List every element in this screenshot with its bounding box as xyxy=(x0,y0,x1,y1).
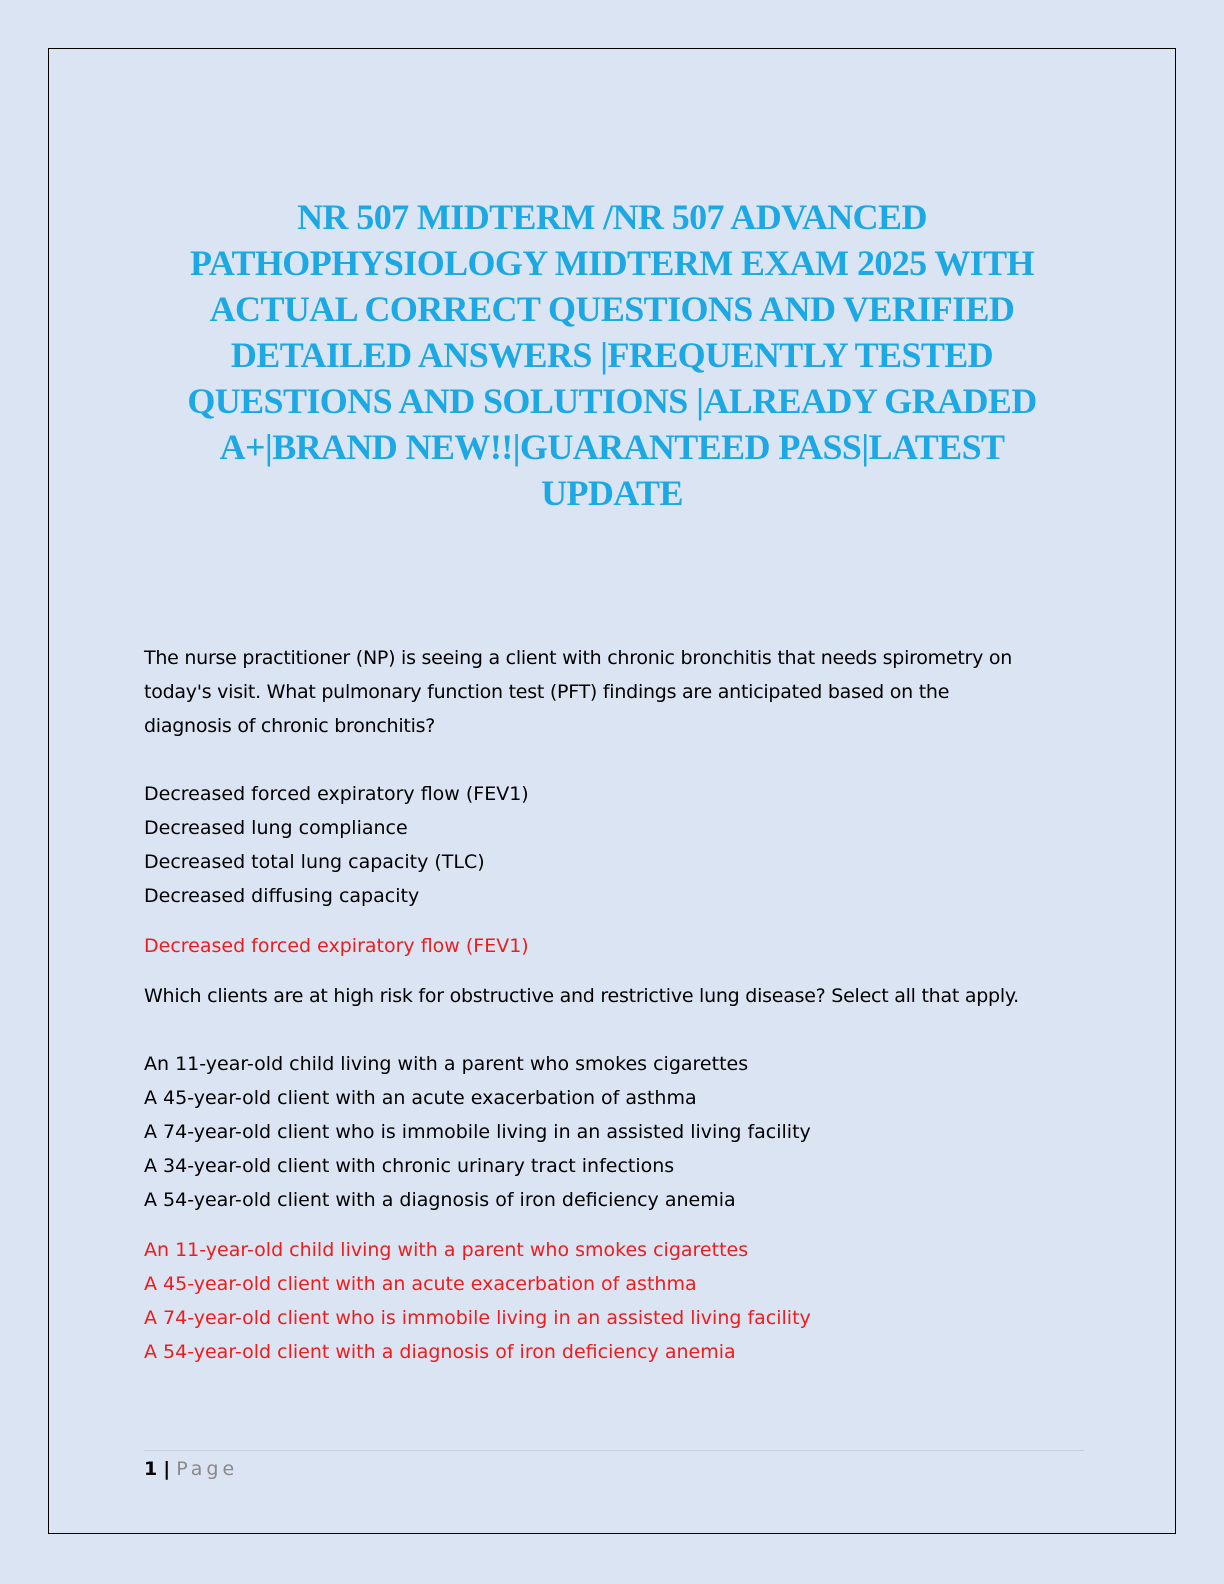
title-line: NR 507 MIDTERM /NR 507 ADVANCED xyxy=(297,197,927,237)
question-2-answer xyxy=(144,1233,1084,1369)
option-item: An 11-year-old child living with a parent who smokes cigarettes xyxy=(144,1053,749,1075)
footer-divider xyxy=(144,1450,1084,1451)
option-item: A 45-year-old client with an acute exacerbation of asthma xyxy=(144,1087,697,1109)
answer-line: A 45-year-old client with an acute exacerbation of asthma xyxy=(144,1273,697,1295)
question-2-options xyxy=(144,1047,1084,1217)
question-1-options xyxy=(144,777,1084,913)
question-1 xyxy=(144,641,1084,743)
question-prompt-line: The nurse practitioner (NP) is seeing a client with chronic bronchitis that needs spirometry on xyxy=(144,647,1013,669)
title-line: A+|BRAND NEW!!|GUARANTEED PASS|LATEST xyxy=(219,427,1005,467)
option-item: Decreased lung compliance xyxy=(144,817,408,839)
option-item: Decreased diffusing capacity xyxy=(144,885,420,907)
option-item: A 34-year-old client with chronic urinary tract infections xyxy=(144,1155,675,1177)
question-prompt-line: diagnosis of chronic bronchitis? xyxy=(144,715,436,737)
document-title xyxy=(120,194,1104,516)
option-item: A 74-year-old client who is immobile living in an assisted living facility xyxy=(144,1121,811,1143)
answer-line: A 54-year-old client with a diagnosis of iron deficiency anemia xyxy=(144,1341,736,1363)
document-body xyxy=(144,641,1084,1369)
title-line: ACTUAL CORRECT QUESTIONS AND VERIFIED xyxy=(209,289,1015,329)
answer-line: An 11-year-old child living with a parent who smokes cigarettes xyxy=(144,1239,749,1261)
title-line: UPDATE xyxy=(541,473,683,513)
footer-separator: | xyxy=(163,1458,171,1480)
title-line: DETAILED ANSWERS |FREQUENTLY TESTED xyxy=(230,335,994,375)
title-line: PATHOPHYSIOLOGY MIDTERM EXAM 2025 WITH xyxy=(190,243,1034,283)
spacer xyxy=(144,743,1084,777)
question-prompt-line: Which clients are at high risk for obstructive and restrictive lung disease? Select all that apply. xyxy=(144,985,1019,1007)
option-item: Decreased forced expiratory flow (FEV1) xyxy=(144,783,529,805)
answer-line: Decreased forced expiratory flow (FEV1) xyxy=(144,935,529,957)
title-line: QUESTIONS AND SOLUTIONS |ALREADY GRADED xyxy=(187,381,1037,421)
page-footer xyxy=(144,1454,238,1484)
spacer xyxy=(144,1013,1084,1047)
answer-line: A 74-year-old client who is immobile living in an assisted living facility xyxy=(144,1307,811,1329)
question-1-answer xyxy=(144,929,1084,963)
option-item: A 54-year-old client with a diagnosis of iron deficiency anemia xyxy=(144,1189,736,1211)
page-number: 1 xyxy=(144,1458,158,1480)
page-label: Page xyxy=(176,1458,239,1480)
option-item: Decreased total lung capacity (TLC) xyxy=(144,851,485,873)
question-2 xyxy=(144,979,1084,1013)
question-prompt-line: today's visit. What pulmonary function test (PFT) findings are anticipated based on the xyxy=(144,681,950,703)
